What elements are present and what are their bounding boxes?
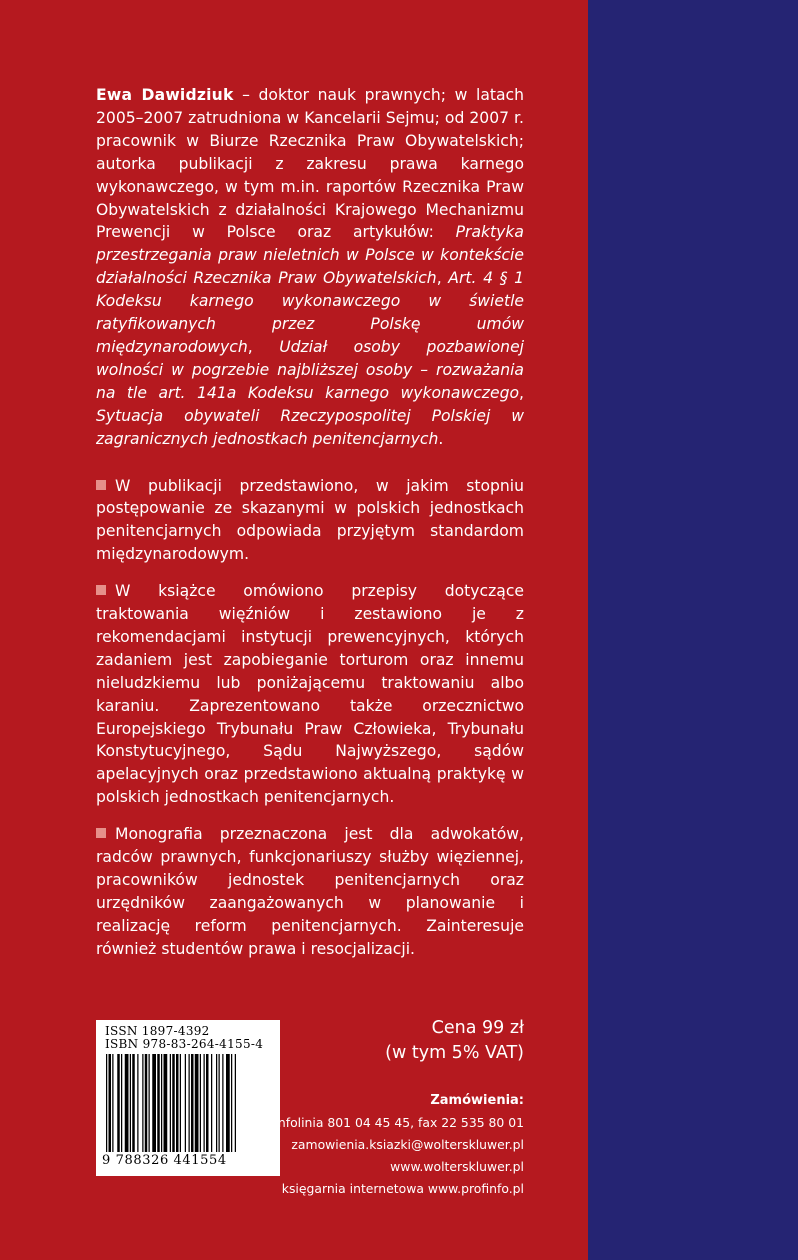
article-title-4: Sytuacja obywateli Rzeczypospolitej Polskiej w zagranicznych jednostkach penitencjarnych <box>96 406 524 448</box>
article-title-3: Udział osoby pozbawionej wolności w pogrzebie najbliższej osoby – rozważania na tle art. 141a Kodeksu karnego wykonawczego <box>96 337 524 402</box>
issn-text: ISSN 1897-4392 <box>105 1024 210 1038</box>
author-bio <box>96 84 524 451</box>
orders-bookstore: księgarnia internetowa www.profinfo.pl <box>281 1181 524 1196</box>
description-paragraph <box>96 580 524 809</box>
barcode-bar <box>112 1054 113 1152</box>
barcode-bar <box>200 1054 201 1152</box>
barcode-bar <box>191 1054 194 1152</box>
price-vat: (w tym 5% VAT) <box>385 1043 524 1063</box>
barcode-bar <box>176 1054 179 1152</box>
barcode-bar <box>206 1054 209 1152</box>
barcode-bar <box>219 1054 220 1152</box>
barcode-bar <box>172 1054 175 1152</box>
orders-heading: Zamówienia: <box>430 1093 524 1108</box>
barcode-bar <box>185 1054 186 1152</box>
orders-email: zamowienia.ksiazki@wolterskluwer.pl <box>291 1137 524 1152</box>
barcode-bar <box>211 1054 212 1152</box>
barcode-bar <box>189 1054 190 1152</box>
barcode-bar <box>216 1054 217 1152</box>
bio-separator: , <box>247 337 280 356</box>
barcode-bar <box>161 1054 162 1152</box>
barcode-bar <box>195 1054 199 1152</box>
barcode-bar <box>226 1054 230 1152</box>
barcode-bar <box>121 1054 122 1152</box>
barcode-bar <box>106 1054 107 1152</box>
paragraph-text: W publikacji przedstawiono, w jakim stopniu postępowanie ze skazanymi w polskich jednostkach penitencjarnych odpowiada przyjętym standardom międzynarodowym. <box>96 476 524 564</box>
barcode-bar <box>157 1054 160 1152</box>
orders-hotline: infolinia 801 04 45 45, fax 22 535 80 01 <box>274 1115 524 1130</box>
barcode-bar <box>125 1054 129 1152</box>
description-paragraph <box>96 475 524 567</box>
barcode-bar <box>142 1054 143 1152</box>
square-bullet-icon <box>96 480 106 490</box>
orders-block <box>274 1090 524 1200</box>
bio-text: – doktor nauk prawnych; w latach 2005–2007 zatrudniona w Kancelarii Sejmu; od 2007 r. pracownik w Biurze Rzecznika Praw Obywatelskich; autorka publikacji z zakresu prawa karnego wykonawczego, w tym m.in. raportów Rzecznika Praw Obywatelskich z działalności Krajowego Mechanizmu Prewencji w Polsce oraz artykułów: <box>96 86 524 242</box>
author-name: Ewa Dawidziuk <box>96 86 234 104</box>
price-amount: Cena 99 zł <box>431 1018 524 1038</box>
barcode-bar <box>152 1054 156 1152</box>
barcode-bar <box>145 1054 148 1152</box>
barcode-digits: 9 788326 441554 <box>102 1153 227 1168</box>
paragraph-text: Monografia przeznaczona jest dla adwokatów, radców prawnych, funkcjonariuszy służby więziennej, pracowników jednostek penitencjarnych oraz urzędników zaangażowanych w planowanie i realizację reform penitencjarnych. Zainteresuje również studentów prawa i resocjalizacji. <box>96 825 524 958</box>
bio-separator: , <box>519 383 524 402</box>
paragraph-text: W książce omówiono przepisy dotyczące traktowania więźniów i zestawiono je z rekomendacjami instytucji prewencyjnych, których zadaniem jest zapobieganie torturom oraz innemu nieludzkiemu lub poniżającemu traktowaniu albo karaniu. Zaprezentowano także orzecznictwo Europejskiego Trybunału Praw Człowieka, Trybunału Konstytucyjnego, Sądu Najwyższego, sądów apelacyjnych oraz przedstawiono aktualną praktykę w polskich jednostkach penitencjarnych. <box>96 582 524 807</box>
barcode-bar <box>222 1054 223 1152</box>
article-title-2: Art. 4 § 1 Kodeksu karnego wykonawczego w świetle ratyfikowanych przez Polskę umów międzynarodowych <box>96 269 524 356</box>
square-bullet-icon <box>96 828 106 838</box>
back-cover-text <box>96 84 524 975</box>
isbn-text: ISBN 978-83-264-4155-4 <box>105 1037 264 1051</box>
bio-end: . <box>438 429 444 448</box>
blue-spine-band <box>588 0 798 1260</box>
barcode-bar <box>109 1054 112 1152</box>
barcode-bar <box>164 1054 168 1152</box>
barcode-bar <box>204 1054 205 1152</box>
article-title-1: Praktyka przestrzegania praw nieletnich w Polsce w kontekście działalności Rzecznika Praw Obywatelskich <box>96 223 524 288</box>
barcode-bar <box>117 1054 120 1152</box>
orders-website: www.wolterskluwer.pl <box>390 1159 524 1174</box>
bio-separator: , <box>436 269 449 288</box>
barcode-bar <box>231 1054 232 1152</box>
barcode-bar <box>180 1054 181 1152</box>
price-block <box>385 1016 524 1066</box>
barcode-bar <box>137 1054 138 1152</box>
barcode-label <box>96 1020 280 1176</box>
barcode-bar <box>235 1054 236 1152</box>
barcode-bar <box>132 1054 135 1152</box>
barcode-bar <box>170 1054 171 1152</box>
barcode-bar <box>149 1054 150 1152</box>
description-paragraph <box>96 823 524 960</box>
square-bullet-icon <box>96 585 106 595</box>
barcode-bar <box>130 1054 131 1152</box>
